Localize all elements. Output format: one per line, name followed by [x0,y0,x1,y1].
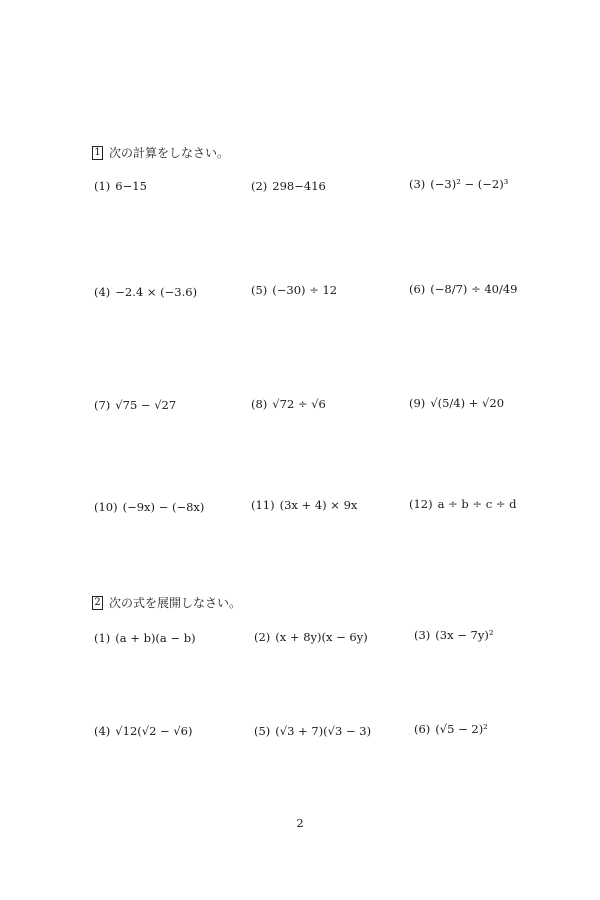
problem-expression: (√5 − 2)² [435,722,488,736]
problem-1-7 [94,398,176,412]
problem-number: (1) [94,631,111,645]
problem-number: (3) [414,628,431,642]
problem-2-3 [414,628,493,642]
problem-expression: (−9x) − (−8x) [122,500,205,514]
problem-expression: (a + b)(a − b) [115,631,196,645]
problem-number: (4) [94,285,111,299]
problem-1-2 [251,179,326,193]
problem-expression: (−8/7) ÷ 40/49 [430,282,518,296]
section-1-number: 1 [92,146,103,160]
problem-number: (5) [254,724,271,738]
page-number: 2 [296,816,304,830]
problem-number: (9) [409,396,426,410]
problem-number: (8) [251,397,268,411]
section-2-title: 次の式を展開しなさい。 [109,596,242,610]
problem-2-4 [94,724,192,738]
section-1-heading [92,144,229,161]
problem-1-10 [94,500,204,514]
problem-2-5 [254,724,371,738]
problem-expression: (√3 + 7)(√3 − 3) [275,724,372,738]
problem-expression: 298−416 [272,179,326,193]
problem-number: (4) [94,724,111,738]
problem-number: (2) [251,179,268,193]
problem-1-5 [251,283,337,297]
problem-1-3 [409,177,508,191]
problem-2-1 [94,631,196,645]
problem-expression: √72 ÷ √6 [272,397,326,411]
problem-number: (11) [251,498,275,512]
problem-1-4 [94,285,197,299]
problem-number: (2) [254,630,271,644]
problem-2-2 [254,630,368,644]
problem-expression: (3x + 4) × 9x [279,498,358,512]
problem-expression: √75 − √27 [115,398,177,412]
problem-number: (6) [414,722,431,736]
problem-1-8 [251,397,326,411]
problem-1-12 [409,497,516,511]
problem-expression: 6−15 [115,179,147,193]
problem-1-1 [94,179,147,193]
problem-number: (6) [409,282,426,296]
problem-1-6 [409,282,518,296]
problem-number: (12) [409,497,433,511]
problem-1-9 [409,396,504,410]
problem-expression: √12(√2 − √6) [115,724,193,738]
problem-expression: −2.4 × (−3.6) [115,285,198,299]
problem-expression: (3x − 7y)² [435,628,494,642]
problem-number: (10) [94,500,118,514]
problem-expression: √(5/4) + √20 [430,396,505,410]
section-2-heading [92,594,241,611]
problem-1-11 [251,498,357,512]
problem-expression: (−30) ÷ 12 [272,283,338,297]
section-2-number: 2 [92,596,103,610]
problem-number: (7) [94,398,111,412]
problem-number: (3) [409,177,426,191]
section-1-title: 次の計算をしなさい。 [109,146,230,160]
problem-number: (5) [251,283,268,297]
problem-2-6 [414,722,488,736]
problem-expression: (x + 8y)(x − 6y) [275,630,368,644]
problem-expression: a ÷ b ÷ c ÷ d [437,497,517,511]
problem-number: (1) [94,179,111,193]
problem-expression: (−3)² − (−2)³ [430,177,509,191]
